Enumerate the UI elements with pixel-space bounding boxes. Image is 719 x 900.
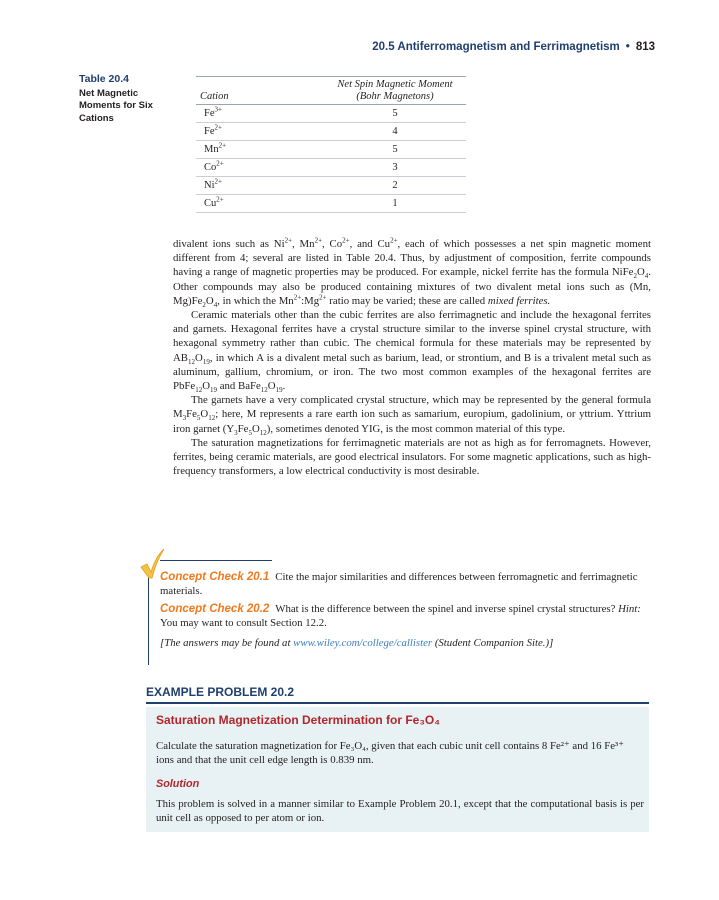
answers-link[interactable]: www.wiley.com/college/callister xyxy=(293,637,433,649)
example-title: Saturation Magnetization Determination for Fe₃O₄ xyxy=(156,713,440,727)
hint-text: You may want to consult Section 12.2. xyxy=(160,617,327,629)
concept-check-1-label: Concept Check 20.1 xyxy=(160,571,270,583)
hint-label: Hint: xyxy=(618,603,641,615)
paragraph: divalent ions such as $Ni^{2+}$, $Mn^{2+}$, $Co^{2+}$, and $Cu^{2+}$, each of which possesses a net spin magnetic moment different from 4; several are listed in Table 20.4. Thus, by adjustment of composition, ferrite compounds having a range of magnetic properties may be produced. For example, nickel ferrite has the formula $NiFe_2O_4$. Other compounds may also be produced containing mixtures of two divalent metal ions such as (Mn, $Mg)Fe_2O_4$, in which the $Mn^{2+}:Mg^{2+}$ ratio may be varied; these are called mixed ferrites. xyxy=(173,236,651,309)
header-moment-line1: Net Spin Magnetic Moment xyxy=(337,78,453,90)
moment-cell: 5 xyxy=(324,105,466,123)
cation-cell: $Co^{2+}$ xyxy=(196,159,324,177)
solution-text: This problem is solved in a manner similar to Example Problem 20.1, except that the computational basis is per unit cell as opposed to per atom or ion. xyxy=(156,798,644,824)
answers-suffix: (Student Companion Site.)] xyxy=(434,637,554,649)
header-cation: Cation xyxy=(200,91,229,102)
running-head xyxy=(300,41,655,53)
moment-cell: 2 xyxy=(324,177,466,195)
table-row xyxy=(196,141,466,159)
moment-cell: 5 xyxy=(324,141,466,159)
page-number: 813 xyxy=(635,41,655,53)
cation-cell: $Fe^{2+}$ xyxy=(196,123,324,141)
example-heading: EXAMPLE PROBLEM 20.2 xyxy=(146,685,295,699)
table-header-row xyxy=(196,77,466,105)
cation-cell: $Cu^{2+}$ xyxy=(196,195,324,213)
concept-check-1-text: Cite the major similarities and differences between ferromagnetic and ferrimagnetic materials. xyxy=(160,571,638,597)
solution-label: Solution xyxy=(156,778,200,790)
table-row xyxy=(196,195,466,213)
table-row xyxy=(196,159,466,177)
table-row xyxy=(196,123,466,141)
paragraph: Ceramic materials other than the cubic ferrites are also ferrimagnetic and include the hexagonal ferrites and garnets. Hexagonal ferrites have a crystal structure similar to the inverse spinel crystal structure, with hexagonal symmetry rather than cubic. The chemical formula for these materials may be represented by $AB_{12}O_{19}$, in which A is a divalent metal such as barium, lead, or strontium, and B is a trivalent metal such as aluminum, gallium, chromium, or iron. The two most common examples of the hexagonal ferrites are $PbFe_{12}O_{19}$ and $BaFe_{12}O_{19}$. xyxy=(173,309,651,395)
concept-check-2-text: What is the difference between the spinel and inverse spinel crystal structures? xyxy=(275,603,616,615)
answers-prefix: [The answers may be found at xyxy=(160,637,291,649)
example-problem-text: Calculate the saturation magnetization for Fe₃O₄, given that each cubic unit cell contains 8 Fe²⁺ and 16 Fe³⁺ ions and that the unit cell edge length is 0.839 nm. xyxy=(156,740,624,766)
header-moment xyxy=(324,77,466,105)
concept-check-1 xyxy=(160,570,652,598)
table-row xyxy=(196,105,466,123)
moment-cell: 1 xyxy=(324,195,466,213)
header-moment-line2: (Bohr Magnetons) xyxy=(356,90,434,102)
concept-check-2 xyxy=(160,602,652,630)
table-title: Net Magnetic Moments for Six Cations xyxy=(79,87,153,124)
table-number: Table 20.4 xyxy=(79,73,129,85)
paragraph: The saturation magnetizations for ferrimagnetic materials are not as high as for ferromagnets. However, ferrites, being ceramic materials, are good electrical insulators. For some magnetic applications, such as high-frequency transformers, a low electrical conductivity is most desirable. xyxy=(173,436,651,478)
separator: • xyxy=(625,41,630,53)
concept-check-top-rule xyxy=(160,560,272,561)
table-row xyxy=(196,177,466,195)
moment-cell: 3 xyxy=(324,159,466,177)
table-caption xyxy=(79,73,179,125)
concept-check-2-label: Concept Check 20.2 xyxy=(160,603,270,615)
moment-cell: 4 xyxy=(324,123,466,141)
section-title: 20.5 Antiferromagnetism and Ferrimagnetism xyxy=(372,41,620,53)
paragraph: The garnets have a very complicated crystal structure, which may be represented by the general formula $M_3Fe_5O_{12}$; here, M represents a rare earth ion such as samarium, europium, gadolinium, or yttrium. Yttrium iron garnet $(Y_3Fe_5O_{12})$, sometimes denoted YIG, is the most common material of this type. xyxy=(173,394,651,437)
answers-note xyxy=(160,636,652,650)
concept-check-left-rule xyxy=(148,568,149,665)
cation-cell: $Fe^{3+}$ xyxy=(196,105,324,123)
body-text xyxy=(173,237,651,478)
example-rule xyxy=(146,702,649,704)
concept-checks xyxy=(160,570,652,654)
cation-table xyxy=(196,76,466,213)
cation-cell: $Ni^{2+}$ xyxy=(196,177,324,195)
cation-cell: $Mn^{2+}$ xyxy=(196,141,324,159)
